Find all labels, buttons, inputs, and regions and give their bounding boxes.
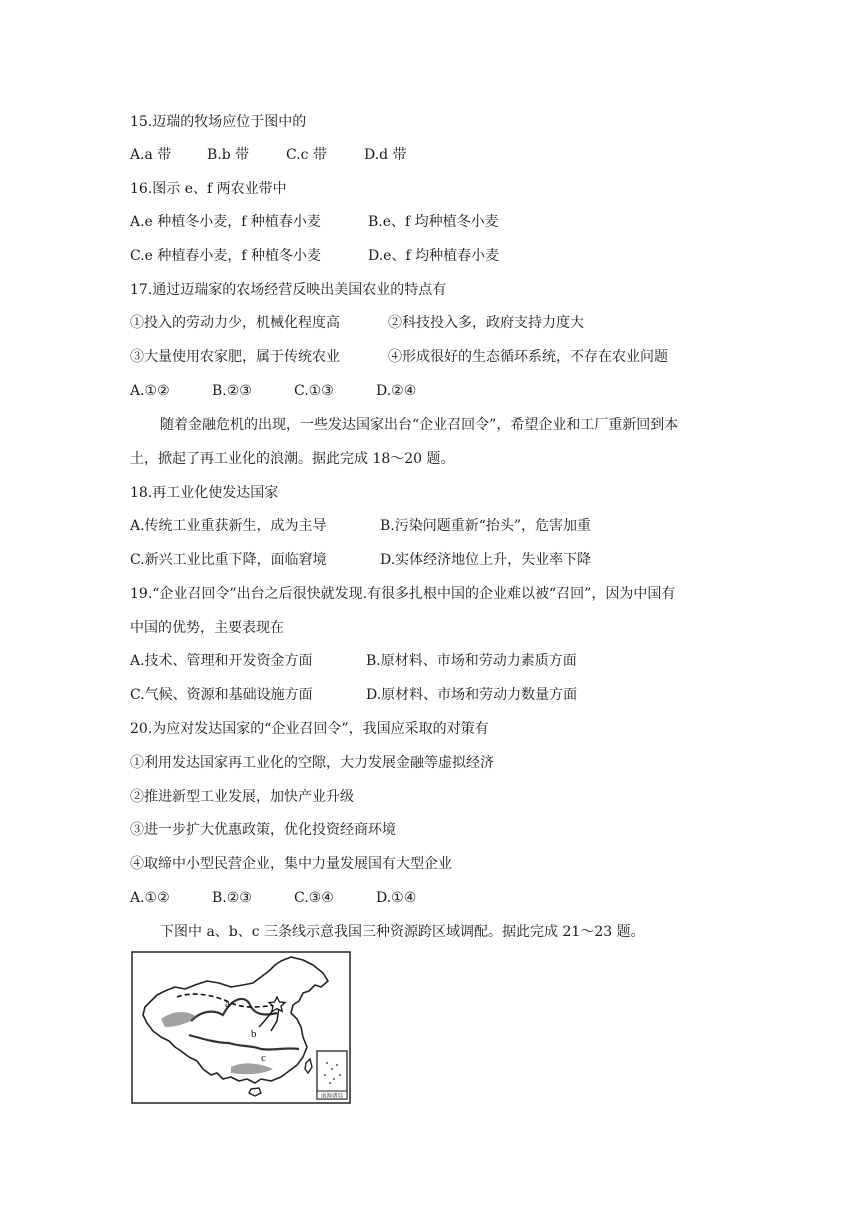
q15-options [130,145,407,165]
q16-option-a: A.e 种植冬小麦，f 种植春小麦 [130,214,321,230]
q17-statement-1: ①投入的劳动力少，机械化程度高 [130,315,340,331]
q18-option-a: A.传统工业重获新生，成为主导 [130,518,327,534]
q20-option-a: A.①② [130,890,170,906]
q18-stem: 18.再工业化使发达国家 [130,485,279,501]
q15-stem: 15.迈瑞的牧场应位于图中的 [130,114,307,130]
q17-option-c: C.①③ [294,383,334,399]
q17-statement-2: ②科技投入多，政府支持力度大 [388,315,584,331]
q20-option-c: C.③④ [294,890,334,906]
q17-options [130,381,416,401]
passage1-line2: 土，掀起了再工业化的浪潮。据此完成 18～20 题。 [130,451,455,467]
q16-option-b: B.e、f 均种植冬小麦 [368,214,499,230]
inset-label: 南海诸岛 [320,1093,344,1100]
q16-stem: 16.图示 e、f 两农业带中 [130,181,287,197]
q19-option-d: D.原材料、市场和劳动力数量方面 [366,687,578,703]
q16-options-row2 [130,246,499,266]
q19-stem-line1: 19.“企业召回令”出台之后很快就发现.有很多扎根中国的企业难以被“召回”，因为中国有 [130,586,676,602]
q20-option-b: B.②③ [212,890,252,906]
q19-option-c: C.气候、资源和基础设施方面 [130,687,313,703]
q19-options-row1 [130,651,577,671]
q17-option-a: A.①② [130,383,170,399]
q15-option-d: D.d 带 [364,147,407,163]
q16-option-d: D.e、f 均种植春小麦 [368,248,500,264]
q20-statement-1: ①利用发达国家再工业化的空隙，大力发展金融等虚拟经济 [130,755,494,771]
q18-options-row1 [130,516,591,536]
q20-statement-2: ②推进新型工业发展，加快产业升级 [130,789,354,805]
q19-option-a: A.技术、管理和开发资金方面 [130,653,313,669]
china-resource-map [131,951,351,1104]
q15-option-a: A.a 带 [130,147,172,163]
q17-statement-3: ③大量使用农家肥，属于传统农业 [130,349,340,365]
q17-statements-row1 [130,313,584,333]
q19-option-b: B.原材料、市场和劳动力素质方面 [366,653,577,669]
map-label-b: b [251,1028,257,1040]
passage1-line1: 随着金融危机的出现，一些发达国家出台“企业召回令”，希望企业和工厂重新回到本 [160,417,679,433]
q18-option-d: D.实体经济地位上升，失业率下降 [380,552,592,568]
q20-options [130,888,416,908]
q19-stem-line2: 中国的优势，主要表现在 [130,620,284,636]
q17-option-b: B.②③ [212,383,252,399]
q20-statement-3: ③进一步扩大优惠政策，优化投资经商环境 [130,822,396,838]
q16-option-c: C.e 种植春小麦，f 种植冬小麦 [130,248,322,264]
q18-options-row2 [130,550,591,570]
passage2-line1: 下图中 a、b、c 三条线示意我国三种资源跨区域调配。据此完成 21～23 题。 [160,924,645,940]
q20-statement-4: ④取缔中小型民营企业，集中力量发展国有大型企业 [130,856,452,872]
q20-stem: 20.为应对发达国家的“企业召回令”，我国应采取的对策有 [130,721,489,737]
q17-statements-row2 [130,347,668,367]
q17-stem: 17.通过迈瑞家的农场经营反映出美国农业的特点有 [130,282,447,298]
q18-option-c: C.新兴工业比重下降，面临窘境 [130,552,327,568]
q20-option-d: D.①④ [376,890,417,906]
q15-option-c: C.c 带 [286,147,327,163]
q17-statement-4: ④形成很好的生态循环系统，不存在农业问题 [388,349,668,365]
map-label-a: a [225,998,230,1010]
q18-option-b: B.污染问题重新“抬头”，危害加重 [380,518,592,534]
q15-option-b: B.b 带 [207,147,250,163]
map-label-c: c [261,1052,266,1064]
q17-option-d: D.②④ [376,383,417,399]
q19-options-row2 [130,685,577,705]
q16-options-row1 [130,212,499,232]
